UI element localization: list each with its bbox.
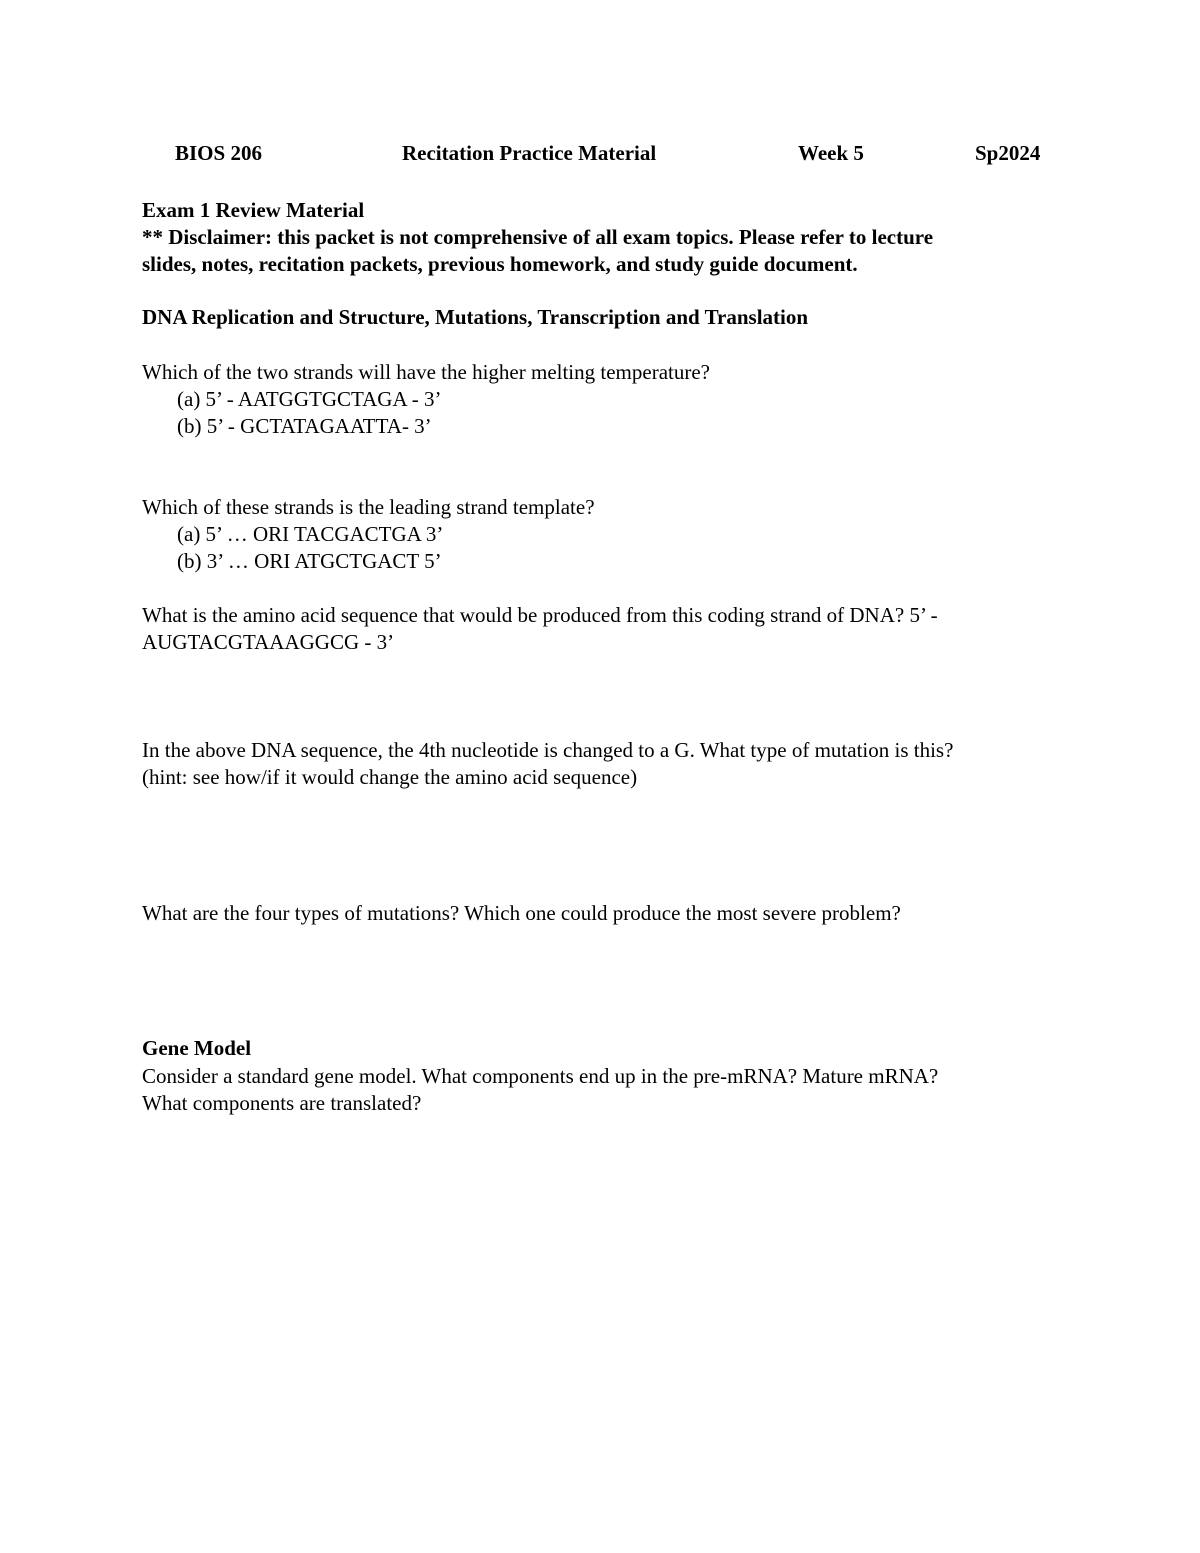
option-a-melting: (a) 5’ - AATGGTGCTAGA - 3’ xyxy=(177,387,442,411)
section-heading-dna: DNA Replication and Structure, Mutations, Transcription and Translation xyxy=(142,305,809,329)
disclaimer-line-1: ** Disclaimer: this packet is not comprehensive of all exam topics. Please refer to lecture xyxy=(142,225,934,249)
gene-model-line-2: What components are translated? xyxy=(142,1091,422,1115)
question-mutation-types: What are the four types of mutations? Which one could produce the most severe problem? xyxy=(142,901,901,925)
review-heading: Exam 1 Review Material xyxy=(142,198,365,222)
gene-model-line-1: Consider a standard gene model. What components end up in the pre-mRNA? Mature mRNA? xyxy=(142,1064,939,1088)
question-mutation-line-2: (hint: see how/if it would change the amino acid sequence) xyxy=(142,765,638,789)
page-header xyxy=(0,141,1200,171)
question-amino-acid-line-1: What is the amino acid sequence that would be produced from this coding strand of DNA? 5’ - xyxy=(142,603,938,627)
course-code: BIOS 206 xyxy=(175,141,262,165)
question-melting-temperature: Which of the two strands will have the higher melting temperature? xyxy=(142,360,710,384)
week-label: Week 5 xyxy=(798,141,864,165)
disclaimer-line-2: slides, notes, recitation packets, previous homework, and study guide document. xyxy=(142,252,858,276)
question-leading-strand: Which of these strands is the leading strand template? xyxy=(142,495,595,519)
option-a-leading: (a) 5’ … ORI TACGACTGA 3’ xyxy=(177,522,444,546)
document-title: Recitation Practice Material xyxy=(402,141,657,165)
section-heading-gene-model: Gene Model xyxy=(142,1036,252,1060)
option-b-leading: (b) 3’ … ORI ATGCTGACT 5’ xyxy=(177,549,442,573)
question-mutation-line-1: In the above DNA sequence, the 4th nucleotide is changed to a G. What type of mutation is this? xyxy=(142,738,954,762)
term-label: Sp2024 xyxy=(975,141,1041,165)
question-amino-acid-line-2: AUGTACGTAAAGGCG - 3’ xyxy=(142,630,395,654)
option-b-melting: (b) 5’ - GCTATAGAATTA- 3’ xyxy=(177,414,432,438)
